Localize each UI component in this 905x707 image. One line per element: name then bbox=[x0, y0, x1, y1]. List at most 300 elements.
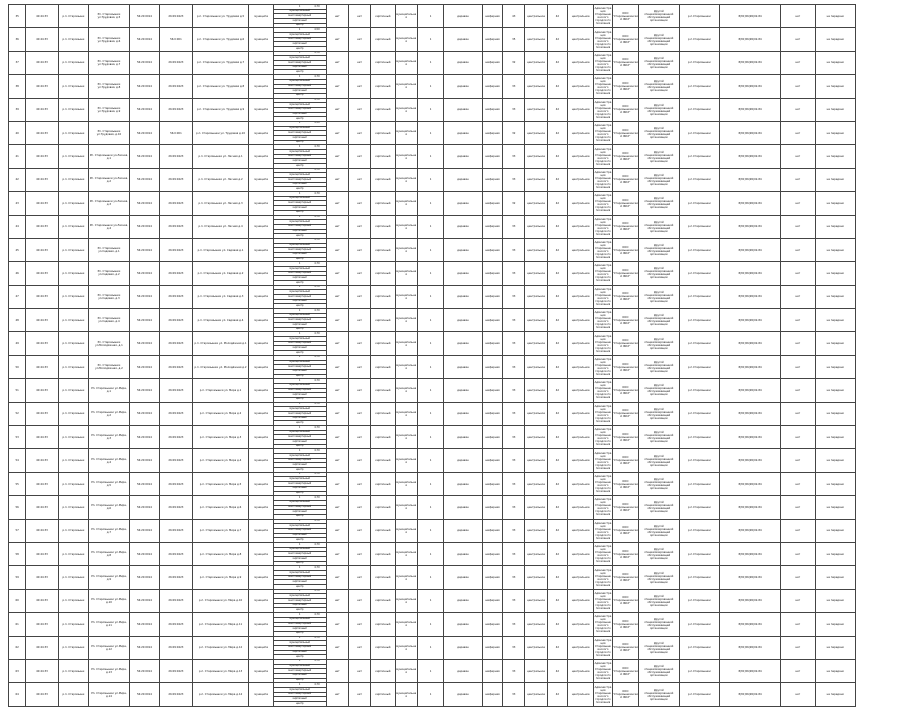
town: р.п.Старомышки bbox=[679, 449, 720, 472]
cadastral-number-2: 26:09:0423 bbox=[160, 519, 192, 542]
apartments: 42 bbox=[547, 379, 567, 402]
struct-kind-4: центр bbox=[295, 93, 304, 97]
structure-breakdown bbox=[273, 5, 326, 28]
struct-area: 4,70 bbox=[314, 4, 320, 8]
struct-kind-1: муниципальный bbox=[274, 197, 326, 202]
service-org: Другой специализированной обслуживающей организации bbox=[639, 519, 680, 542]
locality: р.п. Старомышк bbox=[58, 285, 88, 308]
material: кирпичный bbox=[371, 238, 395, 261]
flag-a: нет bbox=[326, 402, 348, 425]
struct-kind-4: центр bbox=[295, 537, 304, 541]
operator: ООО "Старомышкинский ЖКХ" bbox=[612, 121, 638, 144]
roof: шиферная bbox=[482, 683, 502, 706]
material: кирпичный bbox=[371, 519, 395, 542]
heating: центральное bbox=[525, 285, 547, 308]
service-org: Другой специализированной обслуживающей организации bbox=[639, 379, 680, 402]
cadastral-number-2: 26:09:0423 bbox=[160, 613, 192, 636]
walls: деревян bbox=[444, 379, 483, 402]
ownership-type: муниципа bbox=[249, 355, 273, 378]
cadastral-number-2: 26:09:0423 bbox=[160, 379, 192, 402]
entrances: 33 bbox=[503, 238, 525, 261]
locality: р.п. Старомышк bbox=[58, 472, 88, 495]
status: не передано bbox=[815, 472, 856, 495]
operator: ООО "Старомышкинский ЖКХ" bbox=[612, 683, 638, 706]
structure-breakdown bbox=[273, 51, 326, 74]
struct-area: 4,70 bbox=[314, 589, 320, 593]
town: р.п.Старомышки bbox=[679, 285, 720, 308]
operator: ООО "Старомышкинский ЖКХ" bbox=[612, 309, 638, 332]
usage: муниципальная bbox=[395, 636, 417, 659]
operator: ООО "Старомышкинский ЖКХ" bbox=[612, 332, 638, 355]
operator: ООО "Старомышкинский ЖКХ" bbox=[612, 145, 638, 168]
object-code: 40:44:33 bbox=[26, 542, 58, 565]
object-code: 40:44:33 bbox=[26, 332, 58, 355]
usage: муниципальная bbox=[395, 659, 417, 682]
cadastral-number-1: 56:20:0014 bbox=[129, 379, 159, 402]
apartments: 42 bbox=[547, 659, 567, 682]
heating: центральное bbox=[525, 168, 547, 191]
struct-kind-3: кирпичный bbox=[274, 580, 326, 585]
cadastral-number-1: 56:20:0014 bbox=[129, 192, 159, 215]
struct-kind-2: многоквартирный bbox=[274, 201, 326, 206]
management-company: Администрация Старомышкинского городского поселения bbox=[594, 566, 612, 589]
struct-kind-4: центр bbox=[295, 444, 304, 448]
town: р.п.Старомышки bbox=[679, 566, 720, 589]
structure-breakdown bbox=[273, 332, 326, 355]
object-code: 40:44:33 bbox=[26, 566, 58, 589]
roof: шиферная bbox=[482, 98, 502, 121]
flag-b: нет bbox=[348, 121, 370, 144]
flag-a: нет bbox=[326, 566, 348, 589]
object-code: 40:44:33 bbox=[26, 215, 58, 238]
roof: шиферная bbox=[482, 51, 502, 74]
walls: деревян bbox=[444, 683, 483, 706]
struct-kind-3: кирпичный bbox=[274, 300, 326, 305]
status: не передано bbox=[815, 379, 856, 402]
walls: деревян bbox=[444, 309, 483, 332]
ownership-type: муниципа bbox=[249, 659, 273, 682]
walls: деревян bbox=[444, 5, 483, 28]
service-org: Другой специализированной обслуживающей организации bbox=[639, 285, 680, 308]
struct-kind-1: муниципальный bbox=[274, 524, 326, 529]
contact-phone: 8(81)56(90)02-84 bbox=[720, 519, 781, 542]
operator: ООО "Старомышкинский ЖКХ" bbox=[612, 659, 638, 682]
management-company: Администрация Старомышкинского городского поселения bbox=[594, 168, 612, 191]
cadastral-address: р.п. Старомышки ул. Садовая д.3 bbox=[192, 285, 249, 308]
status: не передано bbox=[815, 449, 856, 472]
flag-c: нет bbox=[781, 75, 816, 98]
cadastral-number-2: 26:09:0423 bbox=[160, 566, 192, 589]
cadastral-number-1: 56:20:0014 bbox=[129, 402, 159, 425]
flag-b: нет bbox=[348, 659, 370, 682]
struct-flag bbox=[274, 145, 291, 149]
operator: ООО "Старомышкинский ЖКХ" bbox=[612, 285, 638, 308]
struct-flag bbox=[274, 403, 291, 407]
apartments: 42 bbox=[547, 683, 567, 706]
management-company: Администрация Старомышкинского городского поселения bbox=[594, 5, 612, 28]
town: р.п.Старомышки bbox=[679, 636, 720, 659]
service-org: Другой специализированной обслуживающей организации bbox=[639, 426, 680, 449]
row-number: 59 bbox=[9, 566, 26, 589]
usage: муниципальная bbox=[395, 426, 417, 449]
ownership-type: муниципа bbox=[249, 636, 273, 659]
object-code: 40:44:33 bbox=[26, 98, 58, 121]
floors: 1 bbox=[417, 192, 443, 215]
struct-kind-2: многоквартирный bbox=[274, 155, 326, 160]
service-org: Другой специализированной обслуживающей организации bbox=[639, 402, 680, 425]
supply: центральное bbox=[567, 519, 593, 542]
cadastral-number-1: 56:20:0014 bbox=[129, 659, 159, 682]
struct-area: 4,70 bbox=[314, 51, 320, 55]
town: р.п.Старомышки bbox=[679, 75, 720, 98]
ownership-type: муниципа bbox=[249, 449, 273, 472]
structure-breakdown bbox=[273, 496, 326, 519]
structure-breakdown bbox=[273, 589, 326, 612]
locality: р.п. Старомышк bbox=[58, 636, 88, 659]
flag-c: нет bbox=[781, 496, 816, 519]
operator: ООО "Старомышкинский ЖКХ" bbox=[612, 566, 638, 589]
entrances: 33 bbox=[503, 215, 525, 238]
flag-a: нет bbox=[326, 262, 348, 285]
object-code: 40:44:33 bbox=[26, 192, 58, 215]
flag-b: нет bbox=[348, 566, 370, 589]
management-company: Администрация Старомышкинского городского поселения bbox=[594, 449, 612, 472]
row-number: 64 bbox=[9, 683, 26, 706]
walls: деревян bbox=[444, 238, 483, 261]
management-company: Администрация Старомышкинского городского поселения bbox=[594, 192, 612, 215]
struct-count: 1 bbox=[298, 519, 301, 523]
contact-phone: 8(81)56(90)02-84 bbox=[720, 51, 781, 74]
heating: центральное bbox=[525, 332, 547, 355]
usage: муниципальная bbox=[395, 98, 417, 121]
struct-flag bbox=[274, 169, 291, 173]
entrances: 33 bbox=[503, 402, 525, 425]
struct-kind-3: кирпичный bbox=[274, 183, 326, 188]
struct-flag bbox=[274, 5, 291, 9]
structure-breakdown bbox=[273, 28, 326, 51]
struct-count: 1 bbox=[298, 98, 301, 102]
ownership-type: муниципа bbox=[249, 379, 273, 402]
flag-c: нет bbox=[781, 98, 816, 121]
roof: шиферная bbox=[482, 472, 502, 495]
operator: ООО "Старомышкинский ЖКХ" bbox=[612, 379, 638, 402]
heating: центральное bbox=[525, 636, 547, 659]
flag-c: нет bbox=[781, 472, 816, 495]
heating: центральное bbox=[525, 309, 547, 332]
town: р.п.Старомышки bbox=[679, 51, 720, 74]
heating: центральное bbox=[525, 402, 547, 425]
flag-a: нет bbox=[326, 168, 348, 191]
usage: муниципальная bbox=[395, 215, 417, 238]
usage: муниципальная bbox=[395, 355, 417, 378]
flag-b: нет bbox=[348, 215, 370, 238]
flag-a: нет bbox=[326, 659, 348, 682]
material: кирпичный bbox=[371, 589, 395, 612]
cadastral-number-1: 56:20:0014 bbox=[129, 98, 159, 121]
struct-kind-1: муниципальный bbox=[274, 384, 326, 389]
status: не передано bbox=[815, 215, 856, 238]
material: кирпичный bbox=[371, 98, 395, 121]
entrances: 33 bbox=[503, 636, 525, 659]
flag-c: нет bbox=[781, 426, 816, 449]
address: Рп. Старомышки ул.Мира, д.10 bbox=[89, 589, 130, 612]
struct-area: 4,70 bbox=[314, 285, 320, 289]
entrances: 33 bbox=[503, 75, 525, 98]
struct-kind-4: центр bbox=[295, 584, 304, 588]
cadastral-number-2: 26:09:0423 bbox=[160, 472, 192, 495]
floors: 1 bbox=[417, 28, 443, 51]
supply: центральное bbox=[567, 215, 593, 238]
management-company: Администрация Старомышкинского городского поселения bbox=[594, 75, 612, 98]
flag-c: нет bbox=[781, 309, 816, 332]
struct-kind-2: многоквартирный bbox=[274, 225, 326, 230]
struct-kind-1: муниципальный bbox=[274, 290, 326, 295]
struct-area: 4,70 bbox=[314, 425, 320, 429]
supply: центральное bbox=[567, 402, 593, 425]
apartments: 42 bbox=[547, 613, 567, 636]
material: кирпичный bbox=[371, 75, 395, 98]
locality: р.п. Старомышк bbox=[58, 98, 88, 121]
town: р.п.Старомышки bbox=[679, 519, 720, 542]
flag-b: нет bbox=[348, 613, 370, 636]
cadastral-number-1: 56:20:0014 bbox=[129, 449, 159, 472]
apartments: 42 bbox=[547, 472, 567, 495]
struct-kind-3: кирпичный bbox=[274, 651, 326, 656]
status: не передано bbox=[815, 192, 856, 215]
floors: 1 bbox=[417, 472, 443, 495]
address: Рп. Старомышки ул.Лесная, д.1 bbox=[89, 145, 130, 168]
flag-b: нет bbox=[348, 449, 370, 472]
cadastral-number-1: 56:20:0014 bbox=[129, 355, 159, 378]
address: Рп. Старомышки ул.Молодёжная, д.1 bbox=[89, 332, 130, 355]
flag-c: нет bbox=[781, 215, 816, 238]
walls: деревян bbox=[444, 145, 483, 168]
cadastral-address: р.п. Старомышки ул. Мира д.7 bbox=[192, 519, 249, 542]
struct-kind-4: центр bbox=[295, 46, 304, 50]
heating: центральное bbox=[525, 496, 547, 519]
struct-flag bbox=[274, 660, 291, 664]
flag-c: нет bbox=[781, 145, 816, 168]
supply: центральное bbox=[567, 309, 593, 332]
ownership-type: муниципа bbox=[249, 309, 273, 332]
structure-breakdown bbox=[273, 285, 326, 308]
cadastral-address: р.п. Старомышки ул. Мира д.10 bbox=[192, 589, 249, 612]
flag-b: нет bbox=[348, 402, 370, 425]
service-org: Другой специализированной обслуживающей организации bbox=[639, 75, 680, 98]
contact-phone: 8(81)56(90)02-84 bbox=[720, 683, 781, 706]
material: кирпичный bbox=[371, 613, 395, 636]
flag-b: нет bbox=[348, 285, 370, 308]
status: не передано bbox=[815, 309, 856, 332]
apartments: 42 bbox=[547, 449, 567, 472]
struct-flag bbox=[274, 239, 291, 243]
struct-kind-1: муниципальный bbox=[274, 267, 326, 272]
struct-kind-2: многоквартирный bbox=[274, 365, 326, 370]
row-number: 52 bbox=[9, 402, 26, 425]
operator: ООО "Старомышкинский ЖКХ" bbox=[612, 542, 638, 565]
roof: шиферная bbox=[482, 262, 502, 285]
floors: 1 bbox=[417, 449, 443, 472]
operator: ООО "Старомышкинский ЖКХ" bbox=[612, 636, 638, 659]
ownership-type: муниципа bbox=[249, 145, 273, 168]
supply: центральное bbox=[567, 426, 593, 449]
usage: муниципальная bbox=[395, 332, 417, 355]
struct-kind-1: муниципальный bbox=[274, 688, 326, 693]
flag-c: нет bbox=[781, 332, 816, 355]
town: р.п.Старомышки bbox=[679, 496, 720, 519]
walls: деревян bbox=[444, 355, 483, 378]
operator: ООО "Старомышкинский ЖКХ" bbox=[612, 496, 638, 519]
structure-breakdown bbox=[273, 145, 326, 168]
structure-breakdown bbox=[273, 98, 326, 121]
address: Рп. Старомышки ул.Мира, д.2 bbox=[89, 402, 130, 425]
table-row bbox=[9, 121, 898, 144]
walls: деревян bbox=[444, 51, 483, 74]
struct-kind-1: муниципальный bbox=[274, 220, 326, 225]
struct-count: 1 bbox=[298, 612, 301, 616]
town: р.п.Старомышки bbox=[679, 5, 720, 28]
address: Рп. Старомышки ул.Садовая, д.3 bbox=[89, 285, 130, 308]
ownership-type: муниципа bbox=[249, 589, 273, 612]
management-company: Администрация Старомышкинского городского поселения bbox=[594, 309, 612, 332]
flag-b: нет bbox=[348, 355, 370, 378]
floors: 1 bbox=[417, 659, 443, 682]
cadastral-number-1: 56:20:0014 bbox=[129, 332, 159, 355]
object-code: 40:44:33 bbox=[26, 402, 58, 425]
usage: муниципальная bbox=[395, 519, 417, 542]
town: р.п.Старомышки bbox=[679, 659, 720, 682]
management-company: Администрация Старомышкинского городского поселения bbox=[594, 51, 612, 74]
operator: ООО "Старомышкинский ЖКХ" bbox=[612, 168, 638, 191]
management-company: Администрация Старомышкинского городского поселения bbox=[594, 215, 612, 238]
material: кирпичный bbox=[371, 332, 395, 355]
struct-flag bbox=[274, 613, 291, 617]
flag-b: нет bbox=[348, 542, 370, 565]
flag-c: нет bbox=[781, 542, 816, 565]
address: Рп. Старомышки ул.Мира, д.1 bbox=[89, 379, 130, 402]
entrances: 33 bbox=[503, 449, 525, 472]
roof: шиферная bbox=[482, 355, 502, 378]
struct-kind-1: муниципальный bbox=[274, 594, 326, 599]
locality: р.п. Старомышк bbox=[58, 519, 88, 542]
struct-area: 4,50 bbox=[314, 121, 320, 125]
object-code: 40:44:33 bbox=[26, 659, 58, 682]
material: кирпичный bbox=[371, 215, 395, 238]
operator: ООО "Старомышкинский ЖКХ" bbox=[612, 519, 638, 542]
apartments: 42 bbox=[547, 145, 567, 168]
cadastral-number-2: 26:09:0423 bbox=[160, 262, 192, 285]
struct-kind-2: многоквартирный bbox=[274, 459, 326, 464]
floors: 1 bbox=[417, 75, 443, 98]
cadastral-address: р.п. Старомышки ул. Мира д.2 bbox=[192, 402, 249, 425]
apartments: 42 bbox=[547, 75, 567, 98]
cadastral-address: р.п. Старомышки ул. Мира д.5 bbox=[192, 472, 249, 495]
struct-kind-2: многоквартирный bbox=[274, 342, 326, 347]
struct-area: 4,70 bbox=[314, 519, 320, 523]
row-number: 45 bbox=[9, 238, 26, 261]
town: р.п.Старомышки bbox=[679, 589, 720, 612]
status: не передано bbox=[815, 145, 856, 168]
struct-kind-3: кирпичный bbox=[274, 276, 326, 281]
roof: шиферная bbox=[482, 426, 502, 449]
roof: шиферная bbox=[482, 613, 502, 636]
flag-b: нет bbox=[348, 472, 370, 495]
ownership-type: муниципа bbox=[249, 192, 273, 215]
struct-kind-3: кирпичный bbox=[274, 113, 326, 118]
town: р.п.Старомышки bbox=[679, 472, 720, 495]
roof: шиферная bbox=[482, 449, 502, 472]
status: не передано bbox=[815, 75, 856, 98]
ownership-type: муниципа bbox=[249, 332, 273, 355]
town: р.п.Старомышки bbox=[679, 215, 720, 238]
struct-count: 1 bbox=[298, 51, 301, 55]
contact-phone: 8(81)56(90)02-84 bbox=[720, 192, 781, 215]
roof: шиферная bbox=[482, 519, 502, 542]
object-code: 40:44:33 bbox=[26, 262, 58, 285]
floors: 1 bbox=[417, 683, 443, 706]
flag-b: нет bbox=[348, 636, 370, 659]
struct-flag bbox=[274, 286, 291, 290]
usage: муниципальная bbox=[395, 192, 417, 215]
material: кирпичный bbox=[371, 355, 395, 378]
struct-count: 1 bbox=[298, 402, 301, 406]
row-number: 57 bbox=[9, 519, 26, 542]
flag-a: нет bbox=[326, 98, 348, 121]
supply: центральное bbox=[567, 5, 593, 28]
table-row bbox=[9, 355, 898, 378]
supply: центральное bbox=[567, 636, 593, 659]
flag-b: нет bbox=[348, 145, 370, 168]
floors: 1 bbox=[417, 542, 443, 565]
cadastral-number-1: 56:20:0014 bbox=[129, 542, 159, 565]
table-row bbox=[9, 51, 898, 74]
material: кирпичный bbox=[371, 636, 395, 659]
service-org: Другой специализированной обслуживающей организации bbox=[639, 262, 680, 285]
town: р.п.Старомышки bbox=[679, 379, 720, 402]
cadastral-number-2: 26:09:0423 bbox=[160, 659, 192, 682]
entrances: 33 bbox=[503, 168, 525, 191]
struct-kind-3: кирпичный bbox=[274, 159, 326, 164]
table-row bbox=[9, 449, 898, 472]
cadastral-address: р.п. Старомышки ул. Трудовая д.7 bbox=[192, 51, 249, 74]
locality: р.п. Старомышк bbox=[58, 379, 88, 402]
floors: 1 bbox=[417, 589, 443, 612]
struct-kind-4: центр bbox=[295, 631, 304, 635]
operator: ООО "Старомышкинский ЖКХ" bbox=[612, 262, 638, 285]
contact-phone: 8(81)56(90)02-84 bbox=[720, 75, 781, 98]
contact-phone: 8(81)56(90)02-84 bbox=[720, 355, 781, 378]
struct-kind-4: центр bbox=[295, 140, 304, 144]
row-number: 39 bbox=[9, 98, 26, 121]
town: р.п.Старомышки bbox=[679, 121, 720, 144]
struct-count: 1 bbox=[298, 542, 301, 546]
struct-count: 1 bbox=[298, 589, 301, 593]
struct-kind-3: кирпичный bbox=[274, 393, 326, 398]
status: не передано bbox=[815, 262, 856, 285]
contact-phone: 8(81)56(90)02-84 bbox=[720, 472, 781, 495]
table-row bbox=[9, 5, 898, 28]
locality: р.п. Старомышк bbox=[58, 28, 88, 51]
roof: шиферная bbox=[482, 238, 502, 261]
struct-kind-2: многоквартирный bbox=[274, 599, 326, 604]
walls: деревян bbox=[444, 285, 483, 308]
flag-a: нет bbox=[326, 542, 348, 565]
contact-phone: 8(81)56(90)02-84 bbox=[720, 28, 781, 51]
material: кирпичный bbox=[371, 659, 395, 682]
material: кирпичный bbox=[371, 262, 395, 285]
contact-phone: 8(81)56(90)02-84 bbox=[720, 215, 781, 238]
object-code: 40:44:33 bbox=[26, 449, 58, 472]
